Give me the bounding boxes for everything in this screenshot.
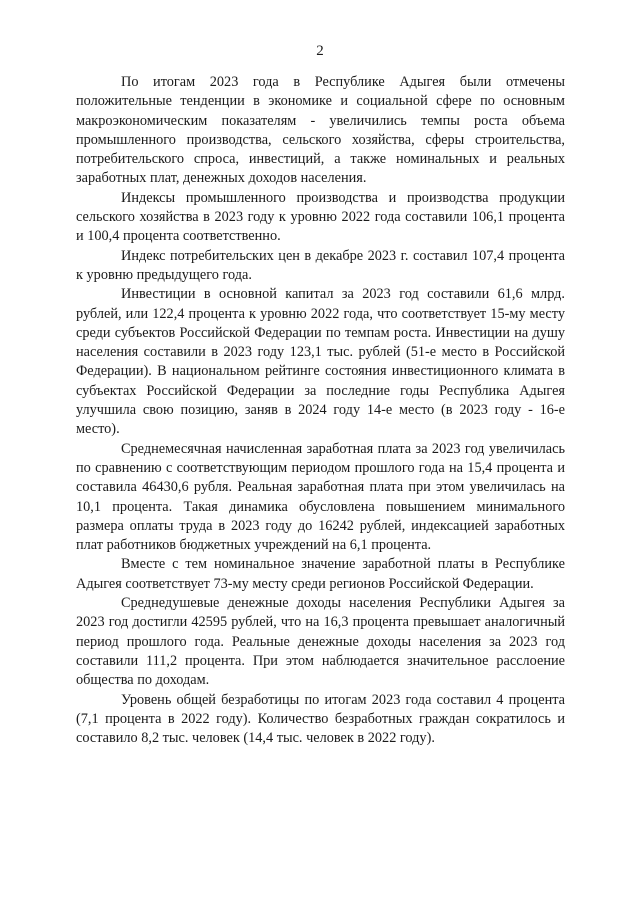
paragraph-investments: Инвестиции в основной капитал за 2023 год составили 61,6 млрд. рублей, или 122,4 процента к уровню 2022 года, что соответствует 15-му месту среди субъектов Российской Федерации по темпам роста. Инвестиции на душу населения составили в 2023 году 123,1 тыс. рублей (51-е место в Российской Федерации). В национальном рейтинге состояния инвестиционного климата в субъектах Российской Федерации за последние годы Республика Адыгея улучшила свою позицию, заняв в 2024 году 14-е место (в 2023 году - 16-е место).: [76, 286, 565, 438]
paragraph-wage-ranking: Вместе с тем номинальное значение заработной платы в Республике Адыгея соответствует 73-му месту среди регионов Российской Федерации.: [76, 556, 565, 592]
document-body: [76, 73, 565, 748]
paragraph-economic-overview: По итогам 2023 года в Республике Адыгея были отмечены положительные тенденции в экономике и социальной сфере по основным макроэкономическим показателям - увеличились темпы роста объема промышленного производства, сельского хозяйства, сферы строительства, потребительского спроса, инвестиций, а также номинальных и реальных заработных плат, денежных доходов населения.: [76, 74, 565, 187]
paragraph-consumer-price-index: Индекс потребительских цен в декабре 2023 г. составил 107,4 процента к уровню предыдущего года.: [76, 247, 565, 283]
paragraph-wages: Среднемесячная начисленная заработная плата за 2023 год увеличилась по сравнению с соответствующим периодом прошлого года на 15,4 процента и составила 46430,6 рубля. Реальная заработная плата при этом увеличилась на 10,1 процента. Такая динамика обусловлена повышением минимального размера оплаты труда в 2023 году до 16242 рублей, индексацией заработных плат работников бюджетных учреждений на 6,1 процента.: [76, 440, 565, 554]
page-number: 2: [316, 43, 324, 59]
paragraph-production-indices: Индексы промышленного производства и производства продукции сельского хозяйства в 2023 году к уровню 2022 года составили 106,1 процента и 100,4 процента соответственно.: [76, 189, 565, 245]
paragraph-income: Среднедушевые денежные доходы населения Республики Адыгея за 2023 год достигли 42595 рублей, что на 16,3 процента превышает аналогичный период прошлого года. Реальные денежные доходы населения за 2023 год составили 111,2 процента. При этом наблюдается значительное расслоение общества по доходам.: [76, 595, 565, 689]
paragraph-unemployment: Уровень общей безработицы по итогам 2023 года составил 4 процента (7,1 процента в 2022 году). Количество безработных граждан сократилось и составило 8,2 тыс. человек (14,4 тыс. человек в 2022 году).: [76, 691, 565, 747]
